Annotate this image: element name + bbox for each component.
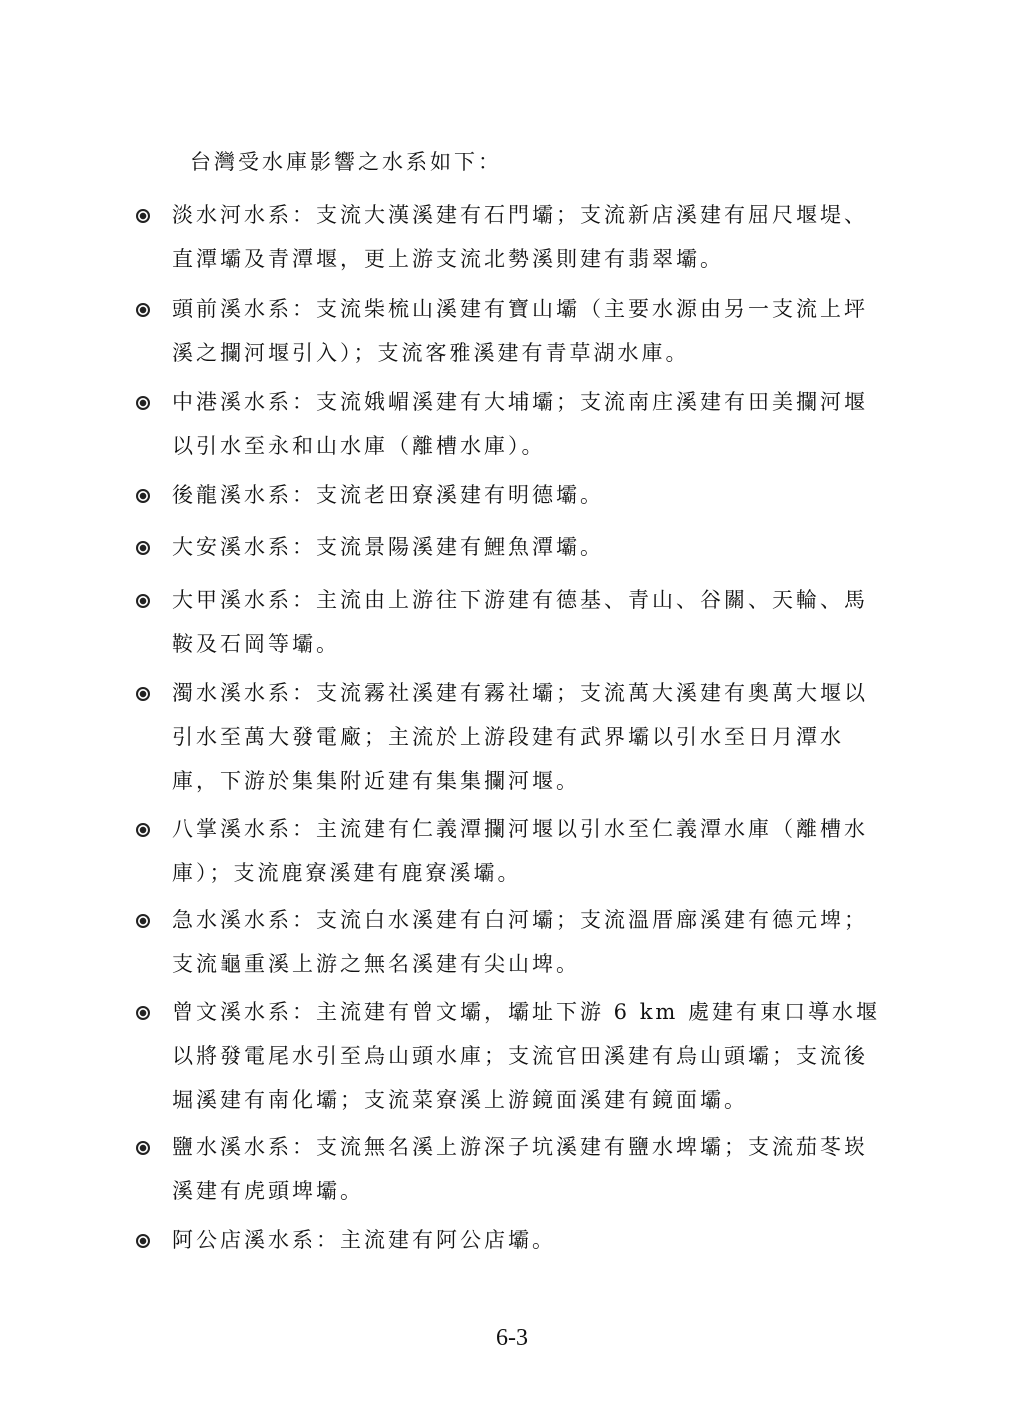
item-line: 八掌溪水系：主流建有仁義潭攔河堰以引水至仁義潭水庫（離槽水 <box>172 817 868 841</box>
item-line: 阿公店溪水系：主流建有阿公店壩。 <box>172 1228 556 1252</box>
bullet-icon <box>136 823 150 837</box>
item-line: 淡水河水系：支流大漢溪建有石門壩；支流新店溪建有屈尺堰堤、 <box>172 203 868 227</box>
bullet-icon <box>136 594 150 608</box>
item-line: 以引水至永和山水庫（離槽水庫）。 <box>172 434 546 458</box>
bullet-icon <box>136 489 150 503</box>
page-number: 6-3 <box>496 1325 528 1351</box>
item-line: 堀溪建有南化壩；支流菜寮溪上游鏡面溪建有鏡面壩。 <box>172 1088 748 1112</box>
bullet-icon <box>136 687 150 701</box>
item-line: 庫）；支流鹿寮溪建有鹿寮溪壩。 <box>172 861 522 885</box>
item-line: 濁水溪水系：支流霧社溪建有霧社壩；支流萬大溪建有奧萬大堰以 <box>172 681 868 705</box>
item-line: 急水溪水系：支流白水溪建有白河壩；支流溫厝廍溪建有德元埤； <box>172 908 868 932</box>
item-line: 鞍及石岡等壩。 <box>172 632 340 656</box>
item-line: 以將發電尾水引至烏山頭水庫；支流官田溪建有烏山頭壩；支流後 <box>172 1044 868 1068</box>
item-line: 鹽水溪水系：支流無名溪上游深子坑溪建有鹽水埤壩；支流茄苳崁 <box>172 1135 868 1159</box>
item-line: 庫，下游於集集附近建有集集攔河堰。 <box>172 769 580 793</box>
item-line: 溪之攔河堰引入）；支流客雅溪建有青草湖水庫。 <box>172 341 690 365</box>
intro-text: 台灣受水庫影響之水系如下： <box>190 150 502 174</box>
item-line: 大甲溪水系：主流由上游往下游建有德基、青山、谷關、天輪、馬 <box>172 588 868 612</box>
item-line: 後龍溪水系：支流老田寮溪建有明德壩。 <box>172 483 604 507</box>
bullet-icon <box>136 396 150 410</box>
item-line: 引水至萬大發電廠；主流於上游段建有武界壩以引水至日月潭水 <box>172 725 844 749</box>
bullet-icon <box>136 1006 150 1020</box>
bullet-icon <box>136 303 150 317</box>
bullet-icon <box>136 1141 150 1155</box>
bullet-icon <box>136 914 150 928</box>
item-line: 中港溪水系：支流娥嵋溪建有大埔壩；支流南庄溪建有田美攔河堰 <box>172 390 868 414</box>
bullet-icon <box>136 541 150 555</box>
item-line: 曾文溪水系：主流建有曾文壩，壩址下游 6 km 處建有東口導水堰 <box>172 1000 881 1024</box>
item-line: 支流龜重溪上游之無名溪建有尖山埤。 <box>172 952 580 976</box>
bullet-icon <box>136 1234 150 1248</box>
item-line: 大安溪水系：支流景陽溪建有鯉魚潭壩。 <box>172 535 604 559</box>
bullet-icon <box>136 209 150 223</box>
item-line: 頭前溪水系：支流柴梳山溪建有寶山壩（主要水源由另一支流上坪 <box>172 297 868 321</box>
item-line: 直潭壩及青潭堰，更上游支流北勢溪則建有翡翠壩。 <box>172 247 724 271</box>
item-line: 溪建有虎頭埤壩。 <box>172 1179 364 1203</box>
